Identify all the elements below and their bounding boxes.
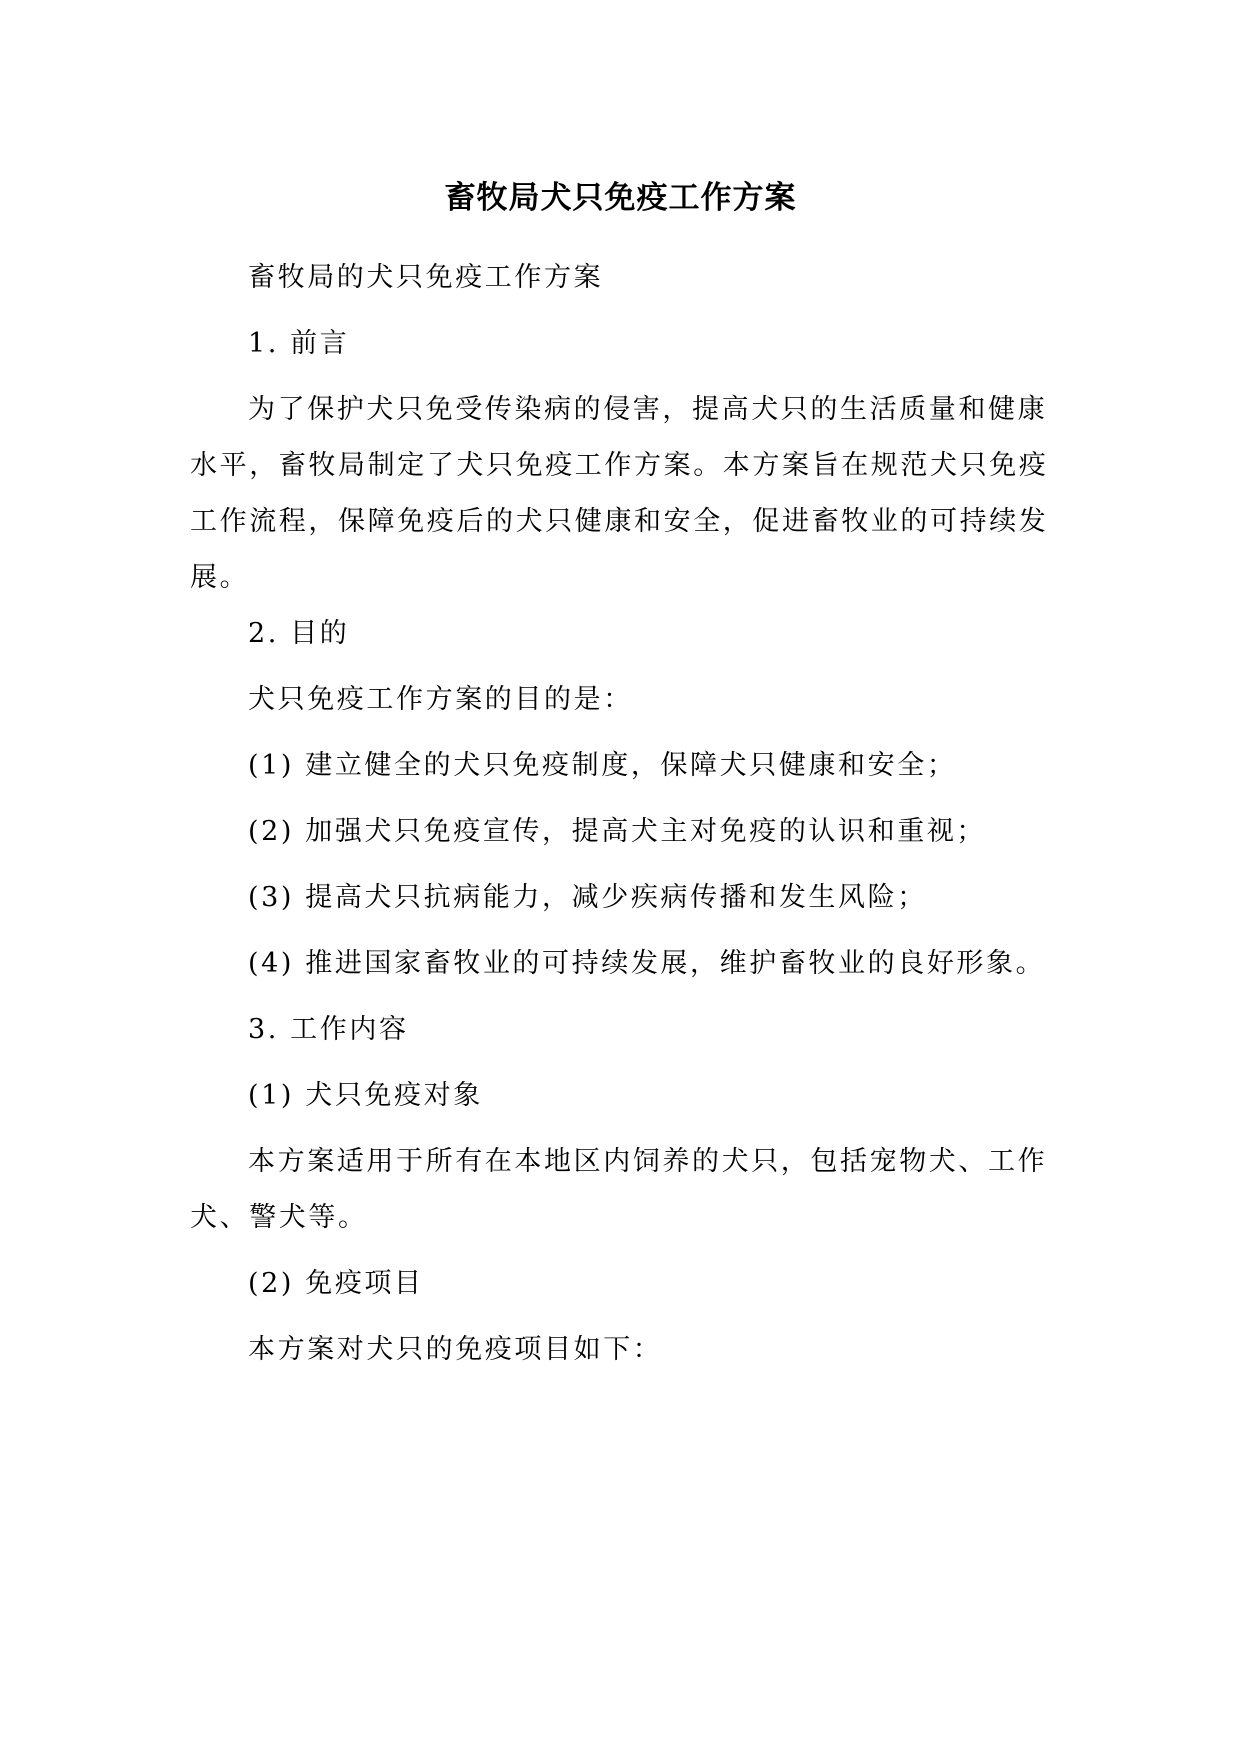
paragraph-items-intro: 本方案对犬只的免疫项目如下： xyxy=(248,1334,663,1365)
list-item-purpose-2: (2) 加强犬只免疫宣传，提高犬主对免疫的认识和重视； xyxy=(248,816,987,847)
list-item-purpose-3: (3) 提高犬只抗病能力，减少疾病传播和发生风险； xyxy=(248,882,927,913)
paragraph-purpose-intro: 犬只免疫工作方案的目的是： xyxy=(248,684,633,715)
subheading-immunization-items: (2) 免疫项目 xyxy=(248,1268,424,1299)
list-item-purpose-4: (4) 推进国家畜牧业的可持续发展，维护畜牧业的良好形象。 xyxy=(248,948,1046,979)
list-item-purpose-1: (1) 建立健全的犬只免疫制度，保障犬只健康和安全； xyxy=(248,750,957,781)
subheading-immunization-target: (1) 犬只免疫对象 xyxy=(248,1080,483,1111)
heading-work-content: 3. 工作内容 xyxy=(248,1014,409,1045)
paragraph-target-body: 本方案适用于所有在本地区内饲养的犬只，包括宠物犬、工作犬、警犬等。 xyxy=(190,1146,1048,1233)
paragraph-preface-body: 为了保护犬只免受传染病的侵害，提高犬只的生活质量和健康水平，畜牧局制定了犬只免疫工作方案。本方案旨在规范犬只免疫工作流程，保障免疫后的犬只健康和安全，促进畜牧业的可持续发展。 xyxy=(190,394,1049,593)
paragraph-subtitle: 畜牧局的犬只免疫工作方案 xyxy=(248,262,604,293)
heading-preface: 1. 前言 xyxy=(248,328,350,359)
document-title: 畜牧局犬只免疫工作方案 xyxy=(444,180,797,216)
heading-purpose: 2. 目的 xyxy=(248,618,350,649)
